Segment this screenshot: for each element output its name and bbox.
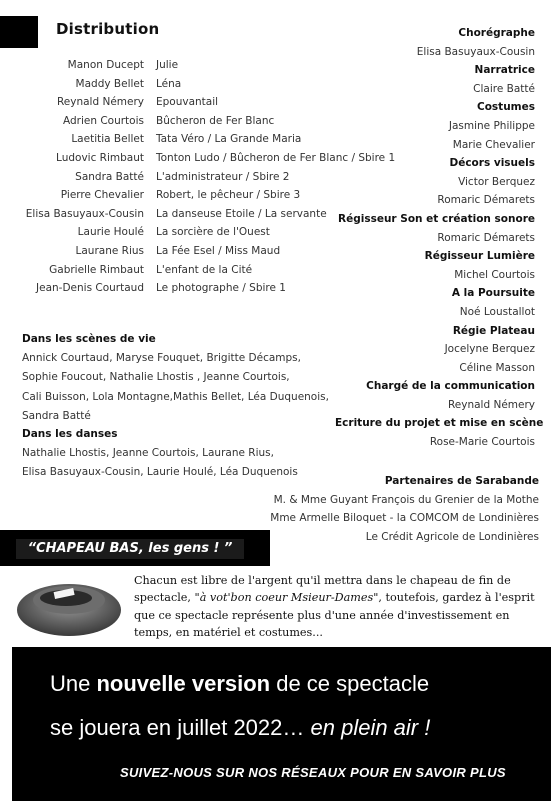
crew-list [335, 24, 544, 452]
dances-line: Nathalie Lhostis, Jeanne Courtois, Laurane Rius, [22, 447, 274, 460]
character-name: Léna [156, 77, 182, 90]
actor-name: Adrien Courtois [62, 114, 144, 127]
announcement-text: Une [50, 671, 97, 696]
announcement-bold: nouvelle version [96, 671, 271, 696]
actor-name: Reynald Némery [56, 96, 144, 109]
crew-role: Chargé de la communication [366, 380, 535, 393]
partners-section [239, 472, 539, 546]
partners-heading: Partenaires de Sarabande [384, 475, 539, 487]
chapeau-quote: "à vot'bon coeur Msieur-Dames" [194, 591, 379, 605]
actor-name: Jean-Denis Courtaud [36, 282, 144, 295]
announcement-text: de ce spectacle [270, 671, 430, 696]
scenes-line: Sandra Batté [22, 409, 91, 422]
actor-name: Laetitia Bellet [71, 133, 144, 146]
character-name: Epouvantail [156, 96, 219, 109]
hat-image [14, 576, 124, 638]
actor-name: Laurie Houlé [77, 226, 144, 239]
crew-role: Régisseur Son et création sonore [338, 212, 535, 225]
crew-person: Romaric Démarets [437, 194, 535, 207]
actor-name: Laurane Rius [75, 244, 144, 257]
chapeau-paragraph [134, 572, 539, 641]
scenes-line: Annick Courtaud, Maryse Fouquet, Brigitte Décamps, [22, 352, 301, 365]
character-name: Tonton Ludo / Bûcheron de Fer Blanc / Sbire 1 [156, 151, 396, 164]
crew-role: Narratrice [474, 64, 535, 77]
character-name: Tata Véro / La Grande Maria [156, 133, 302, 146]
crew-role: Régisseur Lumière [424, 250, 535, 263]
character-name: Bûcheron de Fer Blanc [156, 114, 275, 127]
scenes-line: Cali Buisson, Lola Montagne,Mathis Bellet, Léa Duquenois, [22, 390, 329, 403]
crew-role: Costumes [477, 101, 535, 114]
partner-line: Mme Armelle Biloquet - la COMCOM de Londinières [270, 512, 539, 525]
crew-person: Victor Berquez [458, 175, 535, 188]
character-name: Robert, le pêcheur / Sbire 3 [156, 189, 301, 202]
corner-block [0, 16, 38, 48]
character-name: Le photographe / Sbire 1 [156, 282, 286, 295]
actor-name: Sandra Batté [75, 170, 144, 183]
character-name: La danseuse Etoile / La servante [156, 207, 327, 220]
crew-person: Jocelyne Berquez [444, 343, 535, 356]
crew-person: Romaric Démarets [437, 231, 535, 244]
actor-name: Manon Ducept [67, 59, 144, 71]
crew-person: Reynald Némery [447, 398, 535, 411]
partner-line: M. & Mme Guyant François du Grenier de la Mothe [273, 493, 539, 506]
crew-person: Céline Masson [459, 361, 535, 374]
crew-person: Claire Batté [473, 82, 535, 95]
announcement-line-1 [50, 671, 429, 697]
distribution-title: Distribution [56, 20, 160, 38]
dances-line: Elisa Basuyaux-Cousin, Laurie Houlé, Léa Duquenois [22, 466, 298, 479]
chapeau-banner-text: “CHAPEAU BAS, les gens ! ” [16, 539, 244, 559]
announcement-box [12, 647, 551, 801]
announcement-text: se jouera en juillet 2022… [50, 715, 311, 740]
chapeau-text-start: Chacun est libre de l'argent qu'il mettra dans le chapeau de fin de spectacle, [134, 574, 511, 605]
crew-role: Chorégraphe [458, 27, 535, 39]
announcement-line-2 [50, 715, 430, 741]
partner-line: Le Crédit Agricole de Londinières [365, 530, 539, 543]
character-name: L'enfant de la Cité [156, 263, 253, 276]
actor-name: Maddy Bellet [75, 77, 144, 90]
crew-person: Michel Courtois [454, 268, 535, 281]
character-name: Julie [156, 59, 179, 71]
crew-person: Noé Loustallot [459, 305, 535, 318]
crew-person: Elisa Basuyaux-Cousin [416, 45, 535, 58]
actor-name: Elisa Basuyaux-Cousin [25, 207, 144, 220]
scenes-line: Sophie Foucout, Nathalie Lhostis , Jeanne Courtois, [22, 371, 290, 384]
chapeau-banner [0, 530, 270, 566]
announcement-italic: en plein air ! [310, 715, 431, 740]
character-name: La sorcière de l'Ouest [156, 226, 270, 239]
dances-heading: Dans les danses [22, 428, 118, 440]
follow-us-line: SUIVEZ-NOUS SUR NOS RÉSEAUX POUR EN SAVOIR PLUS [120, 765, 506, 780]
scenes-section [22, 330, 342, 426]
crew-role: Ecriture du projet et mise en scène [335, 417, 544, 430]
actor-name: Gabrielle Rimbaut [49, 263, 144, 276]
actor-name: Ludovic Rimbaut [56, 151, 144, 164]
character-name: La Fée Esel / Miss Maud [156, 244, 281, 257]
chapeau-text-end: , toutefois, gardez à l'esprit que ce spectacle représente plus d'une année d'investissement en temps, en matériel et costumes... [134, 591, 535, 639]
crew-person: Marie Chevalier [452, 138, 535, 151]
crew-person: Rose-Marie Courtois [429, 436, 535, 449]
crew-person: Jasmine Philippe [448, 119, 535, 132]
crew-role: A la Poursuite [451, 287, 535, 300]
character-name: L'administrateur / Sbire 2 [156, 170, 290, 183]
actor-name: Pierre Chevalier [60, 189, 144, 202]
crew-role: Décors visuels [449, 157, 535, 170]
crew-role: Régie Plateau [452, 324, 535, 337]
scenes-heading: Dans les scènes de vie [22, 333, 156, 345]
